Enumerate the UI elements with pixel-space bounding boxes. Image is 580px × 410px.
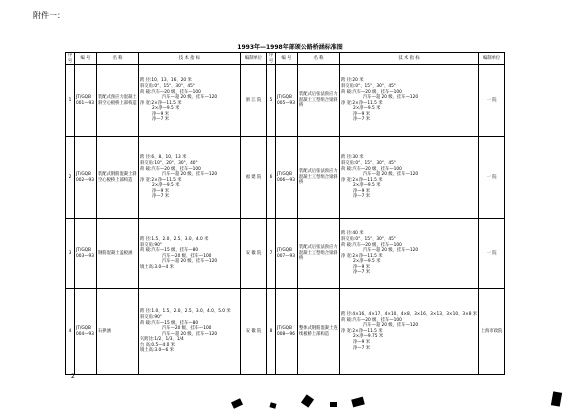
- table-row: [66, 65, 505, 137]
- row-seq: 2: [66, 137, 75, 219]
- spec-line: 净—9 米: [152, 111, 169, 117]
- row-code: JT/GQB 002—93: [75, 137, 97, 219]
- spec-line: 2×净—9.5 米: [152, 183, 180, 189]
- row-unit: 上海市政院: [479, 289, 505, 375]
- spec-line: 斜交角:0°、15°、30°、45°: [341, 83, 396, 89]
- spec-line: 2×净—9.5 米: [353, 259, 381, 265]
- row-unit: 一 院: [479, 219, 505, 289]
- spec-line: 汽车—超 20 级、挂车—120: [162, 259, 218, 265]
- spec-line: 荷 载:汽车—15 级、挂车—80: [140, 320, 199, 326]
- spec-line: 净—7 米: [152, 117, 169, 123]
- row-unit: 安 徽 院: [241, 219, 267, 289]
- spec-line: 汽车—20 级、挂车—100: [162, 253, 212, 259]
- spec-line: 净—9 米: [353, 264, 370, 270]
- spec-line: 斜交角:10°、20°、30°、40°: [140, 160, 198, 166]
- spec-line: 斜交角:90°: [140, 314, 162, 320]
- spec-line: 汽车—超 20 级、挂车—120: [363, 172, 419, 178]
- row-unit: 一 院: [479, 137, 505, 219]
- header-unit: 编制单位: [241, 53, 267, 65]
- row-seq: 5: [267, 65, 276, 137]
- row-seq: 6: [267, 137, 276, 219]
- spec-line: 净 宽:2×净—11.5 米: [341, 177, 383, 183]
- scan-mark: [231, 398, 243, 409]
- row-code: JT/GQB 004—93: [75, 289, 97, 375]
- table-row: [66, 289, 505, 375]
- spec-line: 荷 载:汽车—15 级、挂车—80: [140, 248, 199, 254]
- spec-line: 净 宽:2×净—11.5 米: [341, 253, 383, 259]
- spec-line: 汽车—超 20 级、挂车—120: [162, 95, 218, 101]
- row-specs: [340, 65, 479, 137]
- spec-line: 跨 径:10、13、16、20 米: [140, 78, 192, 84]
- scan-mark: [330, 402, 337, 407]
- spec-line: 荷 载:汽车—20 级、挂车—100: [341, 89, 402, 95]
- row-unit: 福 建 院: [241, 137, 267, 219]
- spec-line: 2×净—9.5 米: [353, 183, 381, 189]
- spec-line: 矢跨比:1/2、1/3、1/4: [140, 337, 184, 343]
- row-specs: [340, 137, 479, 219]
- row-name: 钢筋混凝土盖板涵: [97, 219, 139, 289]
- spec-line: 跨 径:6、8、10、13 米: [140, 155, 187, 161]
- spec-line: 净—9 米: [152, 188, 169, 194]
- spec-line: 荷 载:汽车—20 级、挂车—100: [341, 317, 402, 323]
- spec-line: 跨 径:4×16、4×17、4×10、4×8、3×16、3×13、3×10、3×8 米: [341, 312, 478, 318]
- row-name: 装配式钢筋混凝土斜空心板桥上部构造: [97, 137, 139, 219]
- spec-line: 净—9 米: [353, 340, 370, 346]
- attachment-label: 附件一：: [33, 11, 65, 20]
- spec-line: 荷 载:汽车—20 级、挂车—100: [140, 89, 201, 95]
- row-code: JT/GQB 001—93: [75, 65, 97, 137]
- spec-line: 汽车—超 20 级、挂车—120: [162, 331, 218, 337]
- spec-line: 荷 载:汽车—20 级、挂车—100: [341, 166, 402, 172]
- row-name: 装配式预应力混凝土斜空心板桥上部构造: [97, 65, 139, 137]
- spec-line: 跨 径:30 米: [341, 155, 364, 161]
- row-specs: [340, 289, 479, 375]
- row-code: JT/GQB 003—93: [75, 219, 97, 289]
- spec-line: 填土高:3.0—4 米: [140, 264, 174, 270]
- spec-line: 净—9 米: [353, 188, 370, 194]
- row-name: 装配式后张法预应力混凝土工型组合梁斜桥: [298, 219, 340, 289]
- spec-line: 汽车—超 20 级、挂车—120: [162, 172, 218, 178]
- header-code-right: 编 号: [276, 53, 298, 65]
- scan-mark: [269, 402, 276, 408]
- row-seq: 3: [66, 219, 75, 289]
- spec-line: 2×净—9.5 米: [152, 106, 180, 112]
- spec-line: 2×净—9.5 米: [353, 106, 381, 112]
- standards-table: [65, 52, 505, 375]
- scan-mark: [351, 397, 365, 408]
- table-row: [66, 137, 505, 219]
- spec-line: 跨 径:20 米: [341, 78, 364, 84]
- row-specs: [139, 137, 241, 219]
- header-name-right: 名 称: [298, 53, 340, 65]
- header-code: 编 号: [75, 53, 97, 65]
- table-title: 1993年—1998年部颁公路桥涵标准图: [237, 44, 343, 51]
- header-seq: 序号: [66, 53, 75, 65]
- row-seq: 7: [267, 219, 276, 289]
- header-specs: 技 术 指 标: [139, 53, 241, 65]
- spec-line: 斜交角:0°、15°、30°、45°: [140, 83, 195, 89]
- page-number: 2: [71, 373, 75, 380]
- row-code: JT/GQB 007—93: [276, 219, 298, 289]
- table-row: [66, 219, 505, 289]
- row-seq: 1: [66, 65, 75, 137]
- spec-line: 净 宽:2×净—11.5 米: [341, 328, 383, 334]
- spec-line: 净—7 米: [152, 194, 169, 200]
- spec-line: 净—7 米: [353, 194, 370, 200]
- row-name: 整体式钢筋混凝土连续板桥上部构造: [298, 289, 340, 375]
- spec-line: 斜交角:0°、15°、30°、45°: [341, 160, 396, 166]
- row-name: 石拱涵: [97, 289, 139, 375]
- row-specs: [340, 219, 479, 289]
- spec-line: 汽车—20 级、挂车—100: [162, 326, 212, 332]
- spec-line: 净 宽:2×净—11.5 米: [140, 177, 182, 183]
- spec-line: 净—7 米: [353, 345, 370, 351]
- row-unit: 一 院: [479, 65, 505, 137]
- row-code: JT/GQB 006—93: [276, 137, 298, 219]
- header-row: [66, 53, 505, 65]
- spec-line: 2×净—9.75 米: [353, 334, 384, 340]
- scan-mark: [301, 394, 314, 407]
- row-specs: [139, 65, 241, 137]
- row-unit: 安 徽 院: [241, 289, 267, 375]
- row-specs: [139, 219, 241, 289]
- spec-line: 跨 径:40 米: [341, 231, 364, 237]
- spec-line: 净 宽:2×净—11.5 米: [140, 100, 182, 106]
- row-specs: [139, 289, 241, 375]
- spec-line: 斜交角:90°: [140, 242, 162, 248]
- spec-line: 跨 径:1.0、1.5、2.0、2.5、3.0、4.0、5.0 米: [140, 309, 231, 315]
- row-name: 装配式后张法预应力混凝土工型组合梁斜桥: [298, 65, 340, 137]
- spec-line: 荷 载:汽车—20 级、挂车—100: [341, 242, 402, 248]
- spec-line: 填土高:3.0—6 米: [140, 348, 174, 354]
- spec-line: 荷 载:汽车—20 级、挂车—100: [140, 166, 201, 172]
- spec-line: 汽车—超 20 级、挂车—120: [363, 95, 419, 101]
- spec-line: 斜交角:0°、15°、30°、45°: [341, 236, 396, 242]
- header-seq-right: 序号: [267, 53, 276, 65]
- row-code: JT/GQB 008—96: [276, 289, 298, 375]
- spec-line: 净—9 米: [353, 111, 370, 117]
- spec-line: 跨 径:1.5、2.0、2.5、3.0、4.0 米: [140, 236, 209, 242]
- row-seq: 4: [66, 289, 75, 375]
- header-specs-right: 技 术 指 标: [340, 53, 479, 65]
- scan-mark: [551, 391, 562, 406]
- header-name: 名 称: [97, 53, 139, 65]
- row-name: 装配式后张法预应力混凝土工型组合梁斜桥: [298, 137, 340, 219]
- spec-line: 净—7 米: [353, 270, 370, 276]
- row-seq: 8: [267, 289, 276, 375]
- spec-line: 净—7 米: [353, 117, 370, 123]
- row-unit: 浙 江 院: [241, 65, 267, 137]
- spec-line: 汽车—超 20 级、挂车—120: [363, 323, 419, 329]
- header-unit-right: 编制单位: [479, 53, 505, 65]
- spec-line: 净 宽:2×净—11.5 米: [341, 100, 383, 106]
- spec-line: 台 高:0.5—4.0 米: [140, 342, 176, 348]
- spec-line: 汽车—超 20 级、挂车—120: [363, 248, 419, 254]
- row-code: JT/GQB 005—93: [276, 65, 298, 137]
